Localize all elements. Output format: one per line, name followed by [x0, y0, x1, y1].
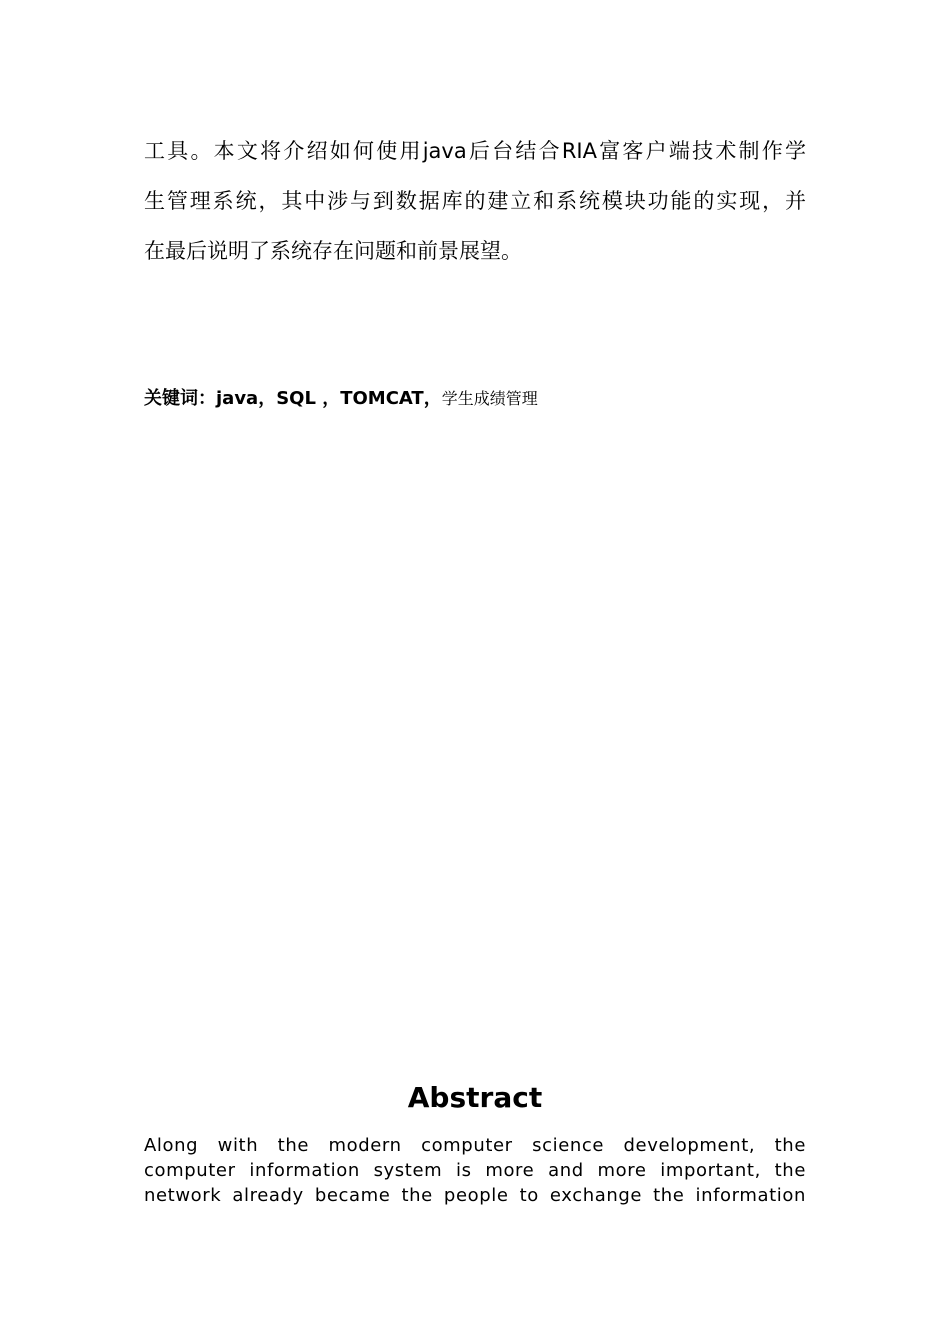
abstract-heading: Abstract	[407, 1081, 543, 1114]
english-abstract-line: computer information system is more and more important, the	[144, 1160, 806, 1181]
english-abstract-paragraph	[144, 1133, 806, 1208]
keywords-normal-terms: 学生成绩管理	[441, 389, 538, 408]
keywords-label: 关键词：	[144, 388, 216, 409]
chinese-abstract-line: 工具。本文将介绍如何使用java后台结合RIA富客户端技术制作学	[144, 139, 806, 163]
chinese-abstract-line: 在最后说明了系统存在问题和前景展望。	[144, 239, 522, 263]
chinese-abstract-line: 生管理系统，其中涉与到数据库的建立和系统模块功能的实现，并	[144, 189, 806, 213]
keywords-bold-terms: java，SQL ，TOMCAT，	[216, 388, 442, 409]
english-abstract-line: Along with the modern computer science development, the	[144, 1135, 806, 1156]
chinese-abstract-paragraph	[144, 126, 806, 276]
english-abstract-line: network already became the people to exchange the information	[144, 1185, 806, 1206]
keywords-line	[144, 386, 538, 412]
